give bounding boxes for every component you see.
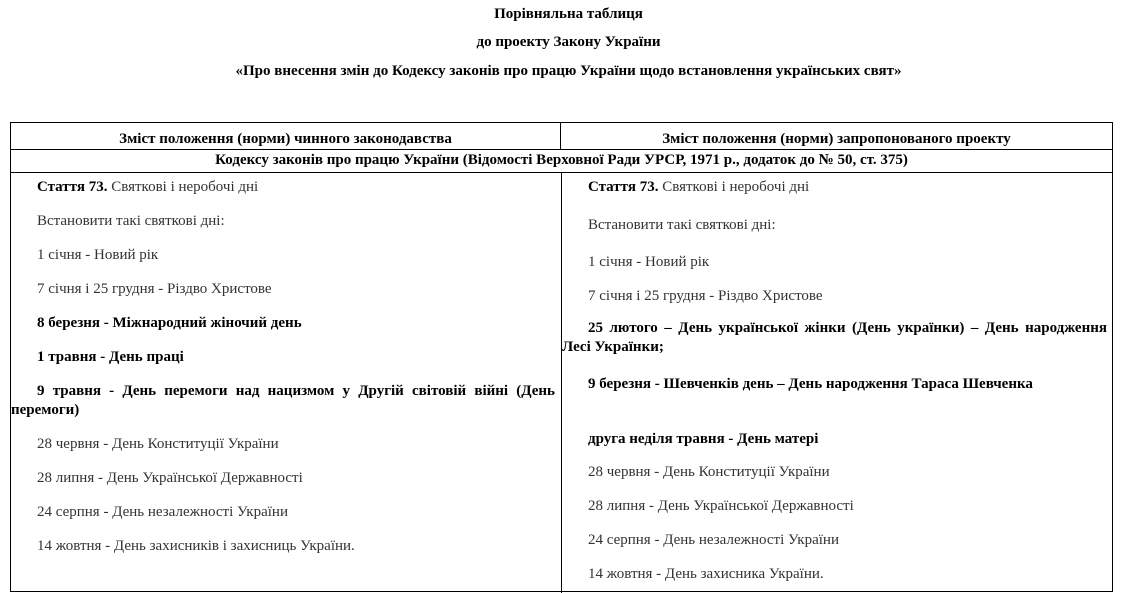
title-line-3: «Про внесення змін до Кодексу законів про працю України щодо встановлення українських свят» [235, 63, 902, 79]
right-item-constitution-day: 28 червня - День Конституції України [588, 464, 830, 480]
left-item-labour-day: 1 травня - День праці [37, 349, 184, 365]
left-item-new-year: 1 січня - Новий рік [37, 247, 159, 263]
left-item-statehood-day: 28 липня - День Української Державності [37, 470, 303, 486]
right-item-christmas: 7 січня і 25 грудня - Різдво Христове [588, 288, 823, 304]
header-current-law: Зміст положення (норми) чинного законодавства [11, 123, 561, 149]
right-item-womens-day-lesya: 25 лютого – День української жінки (День українки) – День народження Лесі Українки; [562, 320, 1107, 355]
right-article-number: Стаття 73. [588, 179, 659, 195]
right-article-heading [562, 178, 1107, 197]
left-intro: Встановити такі святкові дні: [37, 213, 225, 229]
right-item-mothers-day: друга неділя травня - День матері [588, 431, 819, 447]
left-article-number: Стаття 73. [37, 179, 108, 195]
right-item-independence-day: 24 серпня - День незалежності України [588, 532, 839, 548]
left-item-defenders-day: 14 жовтня - День захисників і захисниць України. [37, 538, 355, 554]
code-reference-row: Кодексу законів про працю України (Відомості Верховної Ради УРСР, 1971 р., додаток до № 50, ст. 375) [11, 150, 1112, 173]
right-item-shevchenko-day: 9 березня - Шевченків день – День народження Тараса Шевченка [588, 376, 1033, 392]
title-line-1: Порівняльна таблиця [494, 6, 643, 22]
left-article-heading [11, 178, 555, 197]
right-item-new-year: 1 січня - Новий рік [588, 254, 710, 270]
right-item-defender-day: 14 жовтня - День захисника України. [588, 566, 824, 582]
left-item-constitution-day: 28 червня - День Конституції України [37, 436, 279, 452]
left-item-womens-day: 8 березня - Міжнародний жіночий день [37, 315, 302, 331]
comparison-table [10, 122, 1113, 592]
right-item-statehood-day: 28 липня - День Української Державності [588, 498, 854, 514]
right-intro: Встановити такі святкові дні: [588, 217, 776, 233]
header-proposed-draft: Зміст положення (норми) запропонованого проекту [662, 131, 1011, 147]
left-item-independence-day: 24 серпня - День незалежності України [37, 504, 288, 520]
title-line-2: до проекту Закону України [476, 34, 661, 50]
left-item-christmas: 7 січня і 25 грудня - Різдво Христове [37, 281, 272, 297]
right-article-title: Святкові і неробочі дні [658, 179, 810, 195]
table-header-row [11, 123, 1112, 150]
left-article-title: Святкові і неробочі дні [107, 179, 259, 195]
left-item-victory-day: 9 травня - День перемоги над нацизмом у Другій світовій війні (День перемоги) [11, 383, 555, 418]
